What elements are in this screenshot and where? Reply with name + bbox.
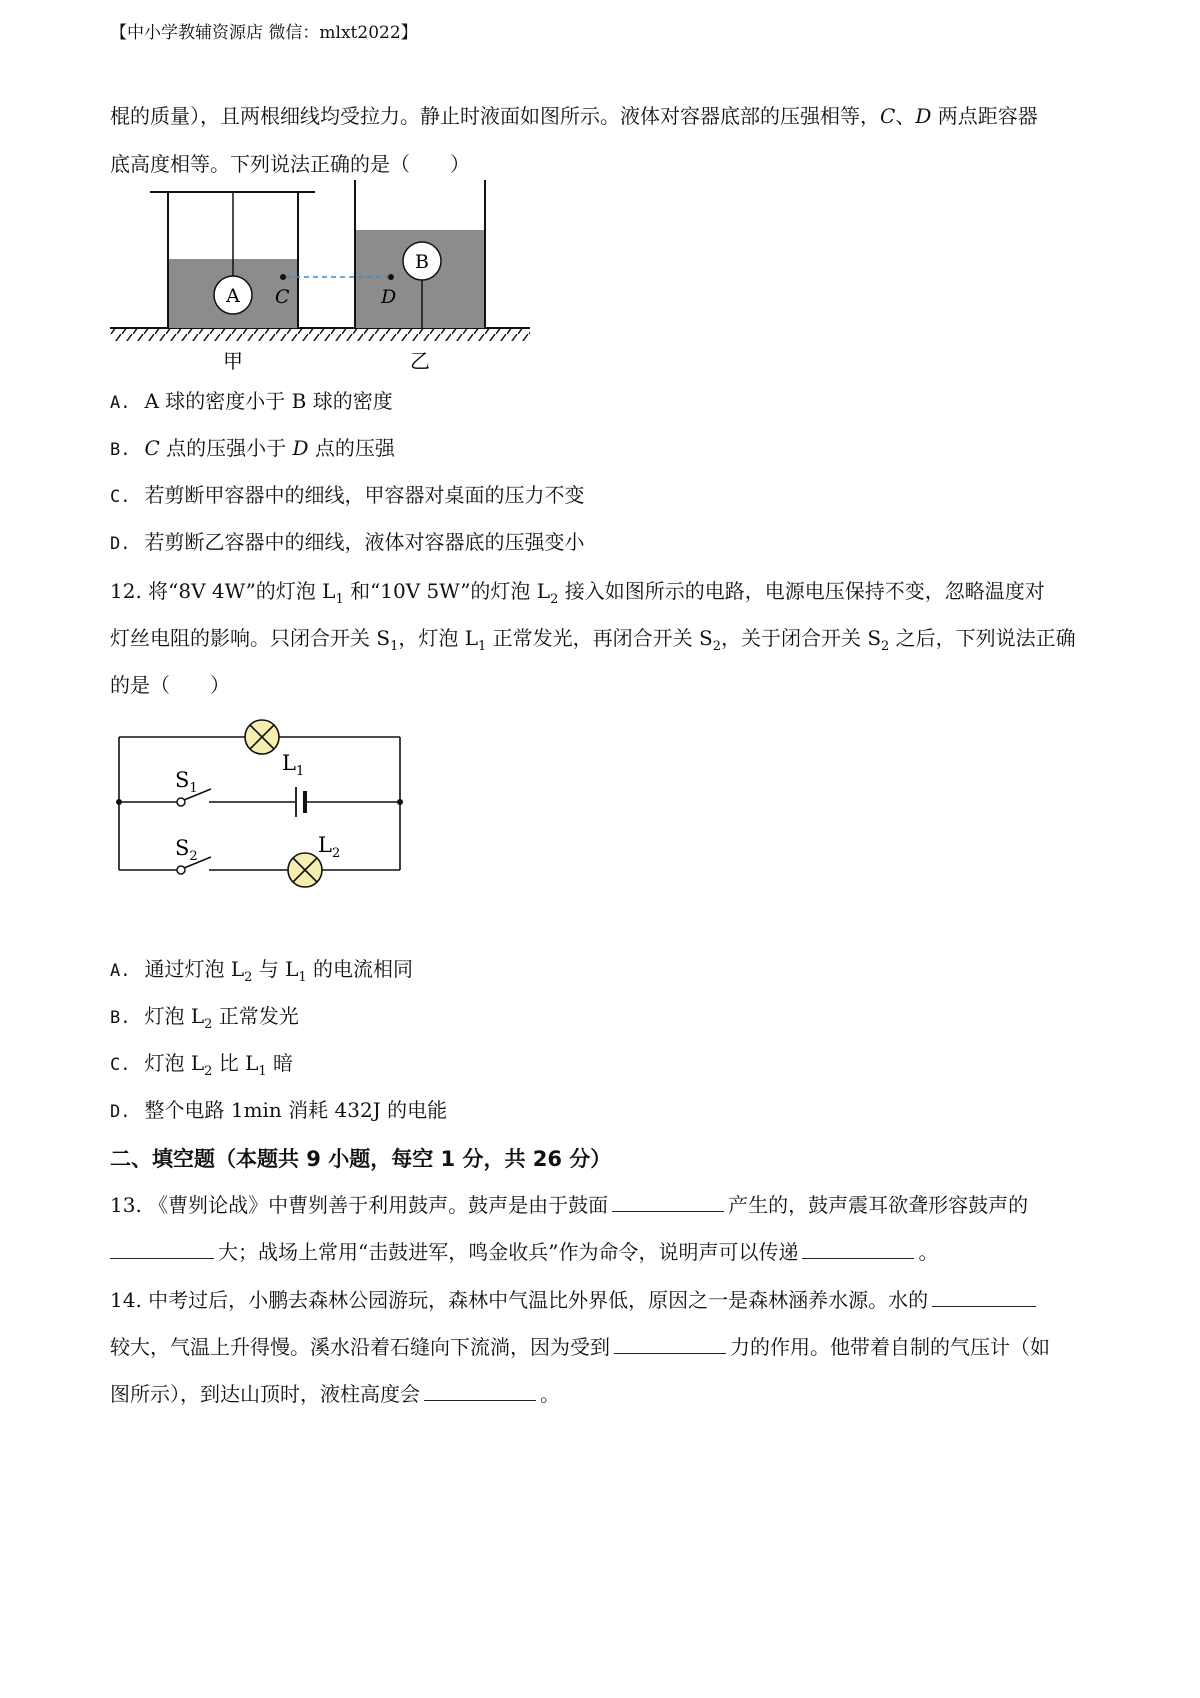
q12-option-c: [110, 1050, 293, 1085]
subscript: 2: [204, 1064, 213, 1079]
point-d-label: D: [381, 286, 397, 308]
switch-s1-label: $S_1$: [175, 768, 198, 796]
label-jia: 甲: [223, 349, 243, 373]
option-text: 暗: [266, 1051, 294, 1075]
q11-line-2: 底高度相等。下列说法正确的是（ ）: [110, 152, 470, 176]
option-text: 若剪断乙容器中的细线，液体对容器底的压强变小: [144, 530, 585, 554]
point-c-dot: [280, 274, 286, 280]
q12-text: 正常发光，再闭合开关 S: [486, 626, 713, 650]
q12-text: 之后，下列说法正确: [889, 626, 1076, 650]
option-text: 通过灯泡 L: [144, 957, 245, 981]
subscript: 1: [298, 970, 307, 985]
subscript: 1: [477, 639, 487, 654]
subscript: 2: [204, 1017, 213, 1032]
answer-blank[interactable]: [802, 1240, 914, 1259]
subscript: 1: [258, 1064, 267, 1079]
q12-text: 12. 将“8V 4W”的灯泡 L: [110, 579, 336, 603]
option-letter: D.: [110, 1102, 131, 1122]
q12-line-1: [110, 578, 1045, 613]
subscript: 2: [712, 639, 721, 654]
option-letter: A.: [110, 393, 131, 413]
q12-option-b: [110, 1003, 299, 1038]
q13-line-1: [110, 1192, 1028, 1218]
option-text: 灯泡 L: [144, 1004, 205, 1028]
option-text: 灯泡 L: [144, 1051, 205, 1075]
q13-line-2: [110, 1239, 938, 1265]
option-letter: B.: [110, 440, 131, 460]
q12-text: 接入如图所示的电路，电源电压保持不变，忽略温度对: [558, 579, 1045, 603]
section-heading: 二、填空题（本题共 9 小题，每空 1 分，共 26 分）: [110, 1147, 612, 1171]
q11-sep: 、: [895, 104, 916, 128]
watermark: 【中小学教辅资源店 微信：mlxt2022】: [110, 23, 418, 43]
q14-text: 。: [540, 1382, 560, 1406]
switch-s1-pivot: [177, 798, 185, 806]
q14-text: 较大，气温上升得慢。溪水沿着石缝向下流淌，因为受到: [110, 1335, 610, 1359]
point-d-dot: [388, 274, 394, 280]
q14-line-3: [110, 1381, 560, 1407]
q12-circuit: [105, 712, 415, 897]
option-letter: B.: [110, 1008, 131, 1028]
q14-line-2: [110, 1334, 1050, 1360]
q11-point-c-ref: C: [880, 104, 896, 128]
option-text: 与 L: [252, 957, 299, 981]
subscript: 2: [881, 639, 890, 654]
lamp-l1-label: $L_1$: [282, 751, 305, 779]
q12-line-2: [110, 625, 1076, 660]
q12-option-a: [110, 956, 413, 991]
q13-text: 产生的，鼓声震耳欲聋形容鼓声的: [728, 1193, 1029, 1217]
ball-b-label: B: [415, 251, 429, 273]
ball-a-label: A: [226, 285, 240, 307]
q11-option-a: [110, 388, 393, 416]
switch-s2-pivot: [177, 866, 185, 874]
switch-s2-label: $S_2$: [175, 836, 198, 864]
q11-option-b: [110, 435, 395, 463]
option-letter: D.: [110, 534, 131, 554]
q13-text: 。: [918, 1240, 939, 1264]
q11-figure: [100, 180, 540, 375]
option-letter: C.: [110, 487, 131, 507]
q11-option-d: [110, 529, 584, 557]
q14-line-1: [110, 1287, 1040, 1313]
q12-text: 灯丝电阻的影响。只闭合开关 S: [110, 626, 391, 650]
label-yi: 乙: [410, 349, 430, 373]
q14-text: 图所示），到达山顶时，液柱高度会: [110, 1382, 420, 1406]
subscript: 2: [550, 592, 559, 607]
answer-blank[interactable]: [110, 1240, 214, 1259]
option-point-c: C: [144, 436, 160, 460]
q14-text: 力的作用。他带着自制的气压计（如: [730, 1335, 1050, 1359]
option-text-tail: 点的压强: [308, 436, 395, 460]
q11-option-c: [110, 482, 584, 510]
subscript: 2: [244, 970, 253, 985]
q12-text: ，灯泡 L: [398, 626, 478, 650]
option-text: A 球的密度小于 B 球的密度: [144, 389, 393, 413]
subscript: 1: [390, 639, 399, 654]
q11-point-d-ref: D: [915, 104, 932, 128]
option-text: 的电流相同: [306, 957, 414, 981]
ground-hatch: [110, 328, 530, 341]
option-text: 若剪断甲容器中的细线，甲容器对桌面的压力不变: [144, 483, 585, 507]
answer-blank[interactable]: [932, 1288, 1036, 1307]
answer-blank[interactable]: [424, 1382, 536, 1401]
lamp-l2-label: $L_2$: [318, 833, 341, 861]
answer-blank[interactable]: [612, 1193, 724, 1212]
q12-text: ，关于闭合开关 S: [720, 626, 882, 650]
option-text: 点的压强小于: [159, 436, 293, 460]
q11-line-1-text: 棍的质量），且两根细线均受拉力。静止时液面如图所示。液体对容器底部的压强相等，: [110, 104, 880, 128]
q12-line-3: 的是（ ）: [110, 673, 230, 697]
point-c-label: C: [275, 286, 290, 308]
q11-line-1-tail: 两点距容器: [931, 104, 1038, 128]
answer-blank[interactable]: [614, 1335, 726, 1354]
option-text: 比 L: [212, 1051, 259, 1075]
q11-line-1: [110, 103, 1038, 129]
q12-text: 和“10V 5W”的灯泡 L: [343, 579, 551, 603]
q14-text: 14. 中考过后，小鹏去森林公园游玩，森林中气温比外界低，原因之一是森林涵养水源。水的: [110, 1288, 929, 1312]
option-letter: C.: [110, 1055, 131, 1075]
subscript: 1: [335, 592, 344, 607]
q12-option-d: [110, 1097, 447, 1125]
q13-text: 大；战场上常用“击鼓进军，鸣金收兵”作为命令，说明声可以传递: [218, 1240, 799, 1264]
option-text: 正常发光: [212, 1004, 299, 1028]
option-text: 整个电路 1min 消耗 432J 的电能: [144, 1098, 448, 1122]
option-point-d: D: [292, 436, 309, 460]
q13-text: 13. 《曹刿论战》中曹刿善于利用鼓声。鼓声是由于鼓面: [110, 1193, 609, 1217]
option-letter: A.: [110, 961, 131, 981]
